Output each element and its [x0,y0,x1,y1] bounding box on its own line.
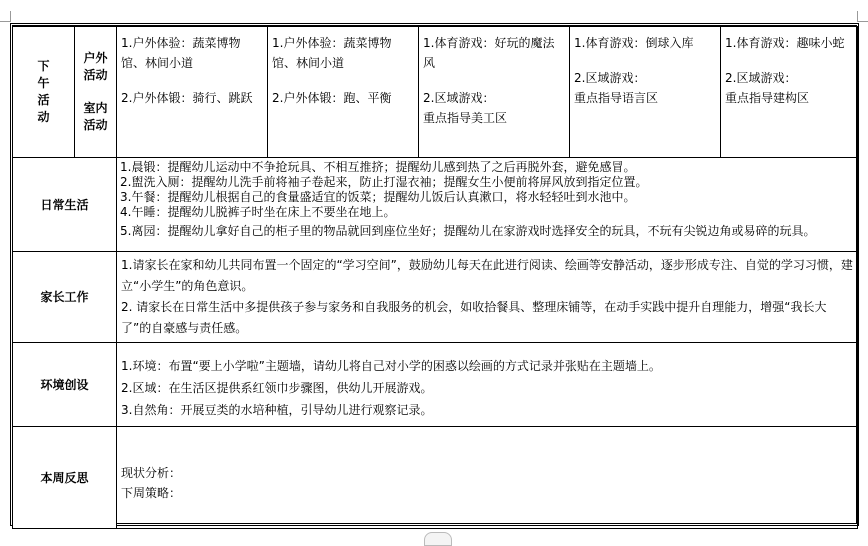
outdoor-label-line-1: 户外 [83,51,108,65]
afternoon-day-5 [721,27,858,158]
reflection-label: 本周反思 [13,427,117,529]
daily-life-line-1: 1.晨锻：提醒幼儿运动中不争抢玩具、不相互推挤；提醒幼儿感到热了之后再脱外套，避免感冒。 [120,160,636,174]
parent-work-item-2: 2. 请家长在日常生活中多提供孩子参与家务和自我服务的机会，如收拾餐具、整理床铺等，在动手实践中提升自理能力，增强“我长大了”的自豪感与责任感。 [121,300,827,335]
parent-work-item-1: 1.请家长在家和幼儿共同布置一个固定的“学习空间”，鼓励幼儿每天在此进行阅读、绘画等安静活动，逐步形成专注、自觉的学习习惯，建立“小学生”的角色意识。 [121,258,853,293]
afternoon-day-2 [268,27,419,158]
daily-life-line-2: 2.盥洗入厕：提醒幼儿洗手前将袖子卷起来，防止打湿衣袖；提醒女生小便前将屏风放到指定位置。 [120,175,648,189]
day-4-indoor-line-2: 重点指导语言区 [574,91,659,105]
afternoon-sub-labels [75,27,117,158]
day-3-indoor-line-1: 2.区域游戏： [423,91,495,105]
day-1-indoor-line-1: 2.户外体锻：骑行、跳跃 [121,91,253,105]
reflection-row [13,427,858,529]
indoor-label-line-1: 室内 [83,101,108,115]
day-2-outdoor-line-2: 馆、林间小道 [272,56,345,70]
day-2-outdoor-line-1: 1.户外体验：蔬菜博物 [272,36,392,50]
daily-life-content [117,158,858,252]
daily-life-line-5: 5.离园：提醒幼儿拿好自己的柜子里的物品就回到座位坐好；提醒幼儿在家游戏时选择安全的玩具，不玩有尖锐边角或易碎的玩具。 [120,224,816,238]
afternoon-day-4 [570,27,721,158]
page-scroll-handle[interactable] [424,532,452,546]
environment-line-1: 1.环境：布置“要上小学啦”主题墙，请幼儿将自己对小学的困惑以绘画的方式记录并张贴在主题墙上。 [121,359,661,373]
day-4-indoor-line-1: 2.区域游戏： [574,71,646,85]
daily-life-label: 日常生活 [13,158,117,252]
environment-row [13,343,858,427]
analysis-label: 现状分析： [121,466,182,480]
environment-label: 环境创设 [13,343,117,427]
page-corner-mark-right [857,11,868,22]
weekly-plan-table [12,26,858,529]
daily-life-line-4: 4.午睡：提醒幼儿脱裤子时坐在床上不要坐在地上。 [120,205,396,219]
afternoon-label-char-4: 动 [37,110,50,124]
day-5-outdoor-line-1: 1.体育游戏：趣味小蛇 [725,36,845,50]
outdoor-label-line-2: 活动 [83,68,108,82]
daily-life-line-3: 3.午餐：提醒幼儿根据自己的食量盛适宜的饭菜；提醒幼儿饭后认真漱口，将水轻轻吐到水池中。 [120,190,636,204]
afternoon-activities-label [13,27,75,158]
reflection-content[interactable] [117,427,858,529]
afternoon-label-char-1: 下 [37,59,50,73]
environment-line-2: 2.区域：在生活区提供系红领巾步骤图，供幼儿开展游戏。 [121,381,433,395]
day-3-outdoor-line-2: 风 [423,56,436,70]
parent-work-row [13,252,858,343]
afternoon-label-char-2: 午 [37,76,50,90]
afternoon-day-3 [419,27,570,158]
day-1-outdoor-line-1: 1.户外体验：蔬菜博物 [121,36,241,50]
afternoon-label-char-3: 活 [37,93,50,107]
environment-line-3: 3.自然角：开展豆类的水培种植，引导幼儿进行观察记录。 [121,403,433,417]
environment-content [117,343,858,427]
afternoon-activities-row [13,27,858,158]
day-3-indoor-line-2: 重点指导美工区 [423,111,508,125]
day-4-outdoor-line-1: 1.体育游戏：倒球入库 [574,36,694,50]
parent-work-label: 家长工作 [13,252,117,343]
day-5-indoor-line-2: 重点指导建构区 [725,91,810,105]
strategy-label: 下周策略： [121,486,182,500]
afternoon-day-1 [117,27,268,158]
day-2-indoor-line-1: 2.户外体锻：跑、平衡 [272,91,392,105]
indoor-label-line-2: 活动 [83,118,108,132]
daily-life-row [13,158,858,252]
day-1-outdoor-line-2: 馆、林间小道 [121,56,194,70]
day-3-outdoor-line-1: 1.体育游戏：好玩的魔法 [423,36,555,50]
page-corner-mark-left [0,11,11,22]
day-5-indoor-line-1: 2.区域游戏： [725,71,797,85]
parent-work-content [117,252,858,343]
